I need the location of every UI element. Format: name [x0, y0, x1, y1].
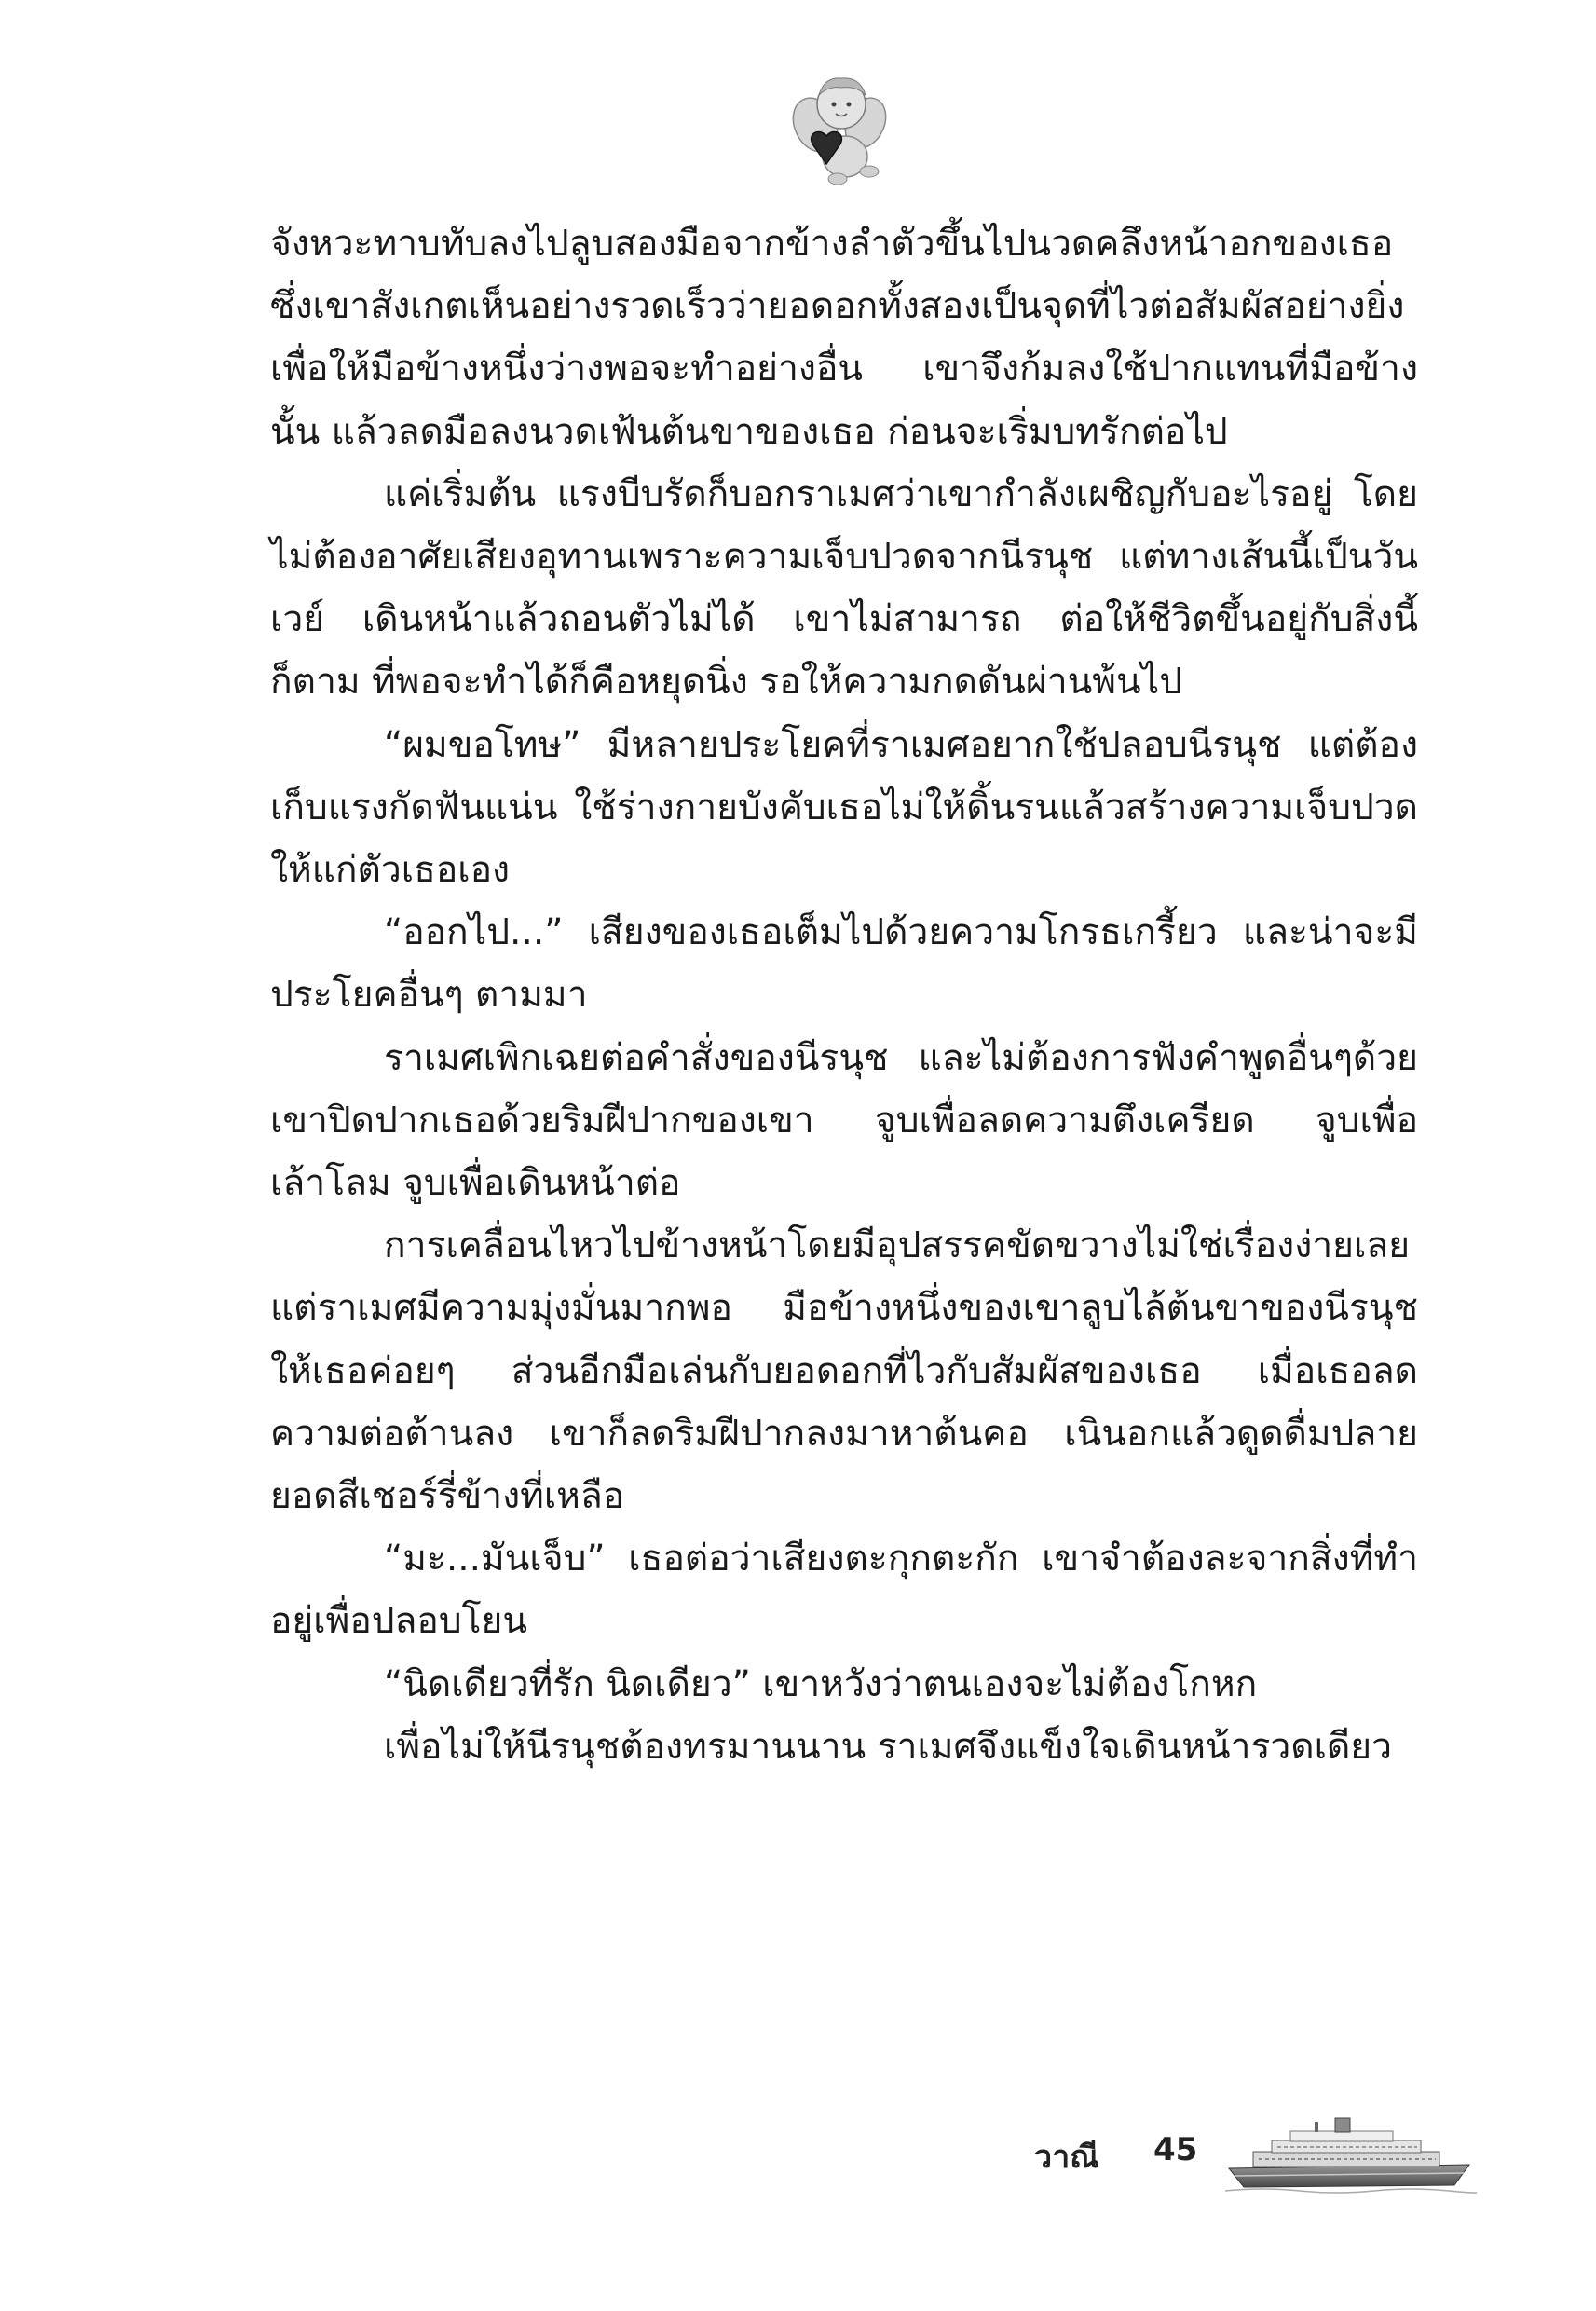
paragraph: “ผมขอโทษ” มีหลายประโยคที่ราเมศอยากใช้ปลอบนีรนุช แต่ต้องเก็บแรงกัดฟันแน่น ใช้ร่างกายบังคับเธอไม่ให้ดิ้นรนแล้วสร้างความเจ็บปวดให้แก่ตัวเธอเอง — [270, 723, 1418, 892]
cruise-ship-icon — [1225, 2111, 1477, 2195]
paragraph: “นิดเดียวที่รัก นิดเดียว” เขาหวังว่าตนเองจะไม่ต้องโกหก — [384, 1662, 1258, 1705]
paragraph: “ออกไป...” เสียงของเธอเต็มไปด้วยความโกรธเกรี้ยว และน่าจะมีประโยคอื่นๆ ตามมา — [270, 911, 1418, 1017]
page-footer — [0, 2111, 1596, 2204]
paragraph: เพื่อไม่ให้นีรนุชต้องทรมานนาน ราเมศจึงแข็งใจเดินหน้ารวดเดียว — [384, 1725, 1393, 1768]
cherub-heart-ornament — [787, 67, 890, 188]
footer-title: วาณี — [1034, 2139, 1099, 2176]
paragraph: การเคลื่อนไหวไปข้างหน้าโดยมีอุปสรรคขัดขวางไม่ใช่เรื่องง่ายเลย แต่ราเมศมีความมุ่งมั่นมากพอ มือข้างหนึ่งของเขาลูบไล้ต้นขาของนีรนุชให้เธอค่อยๆ ส่วนอีกมือเล่นกับยอดอกที่ไวกับสัมผัสของเธอ เมื่อเธอลดความต่อต้านลง เขาก็ลดริมฝีปากลงมาหาต้นคอ เนินอกแล้วดูดดื่มปลายยอดสีเชอร์รี่ข้างที่เหลือ — [270, 1224, 1418, 1518]
page-number: 45 — [1153, 2131, 1198, 2168]
paragraph: แค่เริ่มต้น แรงบีบรัดก็บอกราเมศว่าเขากำลังเผชิญกับอะไรอยู่ โดยไม่ต้องอาศัยเสียงอุทานเพราะความเจ็บปวดจากนีรนุช แต่ทางเส้นนี้เป็นวันเวย์ เดินหน้าแล้วถอนตัวไม่ได้ เขาไม่สามารถ ต่อให้ชีวิตขึ้นอยู่กับสิ่งนี้ก็ตาม ที่พอจะทำได้ก็คือหยุดนิ่ง รอให้ความกดดันผ่านพ้นไป — [270, 472, 1418, 704]
paragraph: “มะ...มันเจ็บ” เธอต่อว่าเสียงตะกุกตะกัก เขาจำต้องละจากสิ่งที่ทำอยู่เพื่อปลอบโยน — [270, 1538, 1418, 1643]
paragraph: ราเมศเพิกเฉยต่อคำสั่งของนีรนุช และไม่ต้องการฟังคำพูดอื่นๆด้วย เขาปิดปากเธอด้วยริมฝีปากของเขา จูบเพื่อลดความตึงเครียด จูบเพื่อเล้าโลม จูบเพื่อเดินหน้าต่อ — [270, 1036, 1418, 1205]
body-text — [270, 212, 1418, 1778]
paragraph: จังหวะทาบทับลงไปลูบสองมือจากข้างลำตัวขึ้นไปนวดคลึงหน้าอกของเธอ ซึ่งเขาสังเกตเห็นอย่างรวดเร็วว่ายอดอกทั้งสองเป็นจุดที่ไวต่อสัมผัสอย่างยิ่ง เพื่อให้มือข้างหนึ่งว่างพอจะทำอย่างอื่น เขาจึงก้มลงใช้ปากแทนที่มือข้างนั้น แล้วลดมือลงนวดเฟ้นต้นขาของเธอ ก่อนจะเริ่มบทรักต่อไป — [270, 223, 1418, 453]
